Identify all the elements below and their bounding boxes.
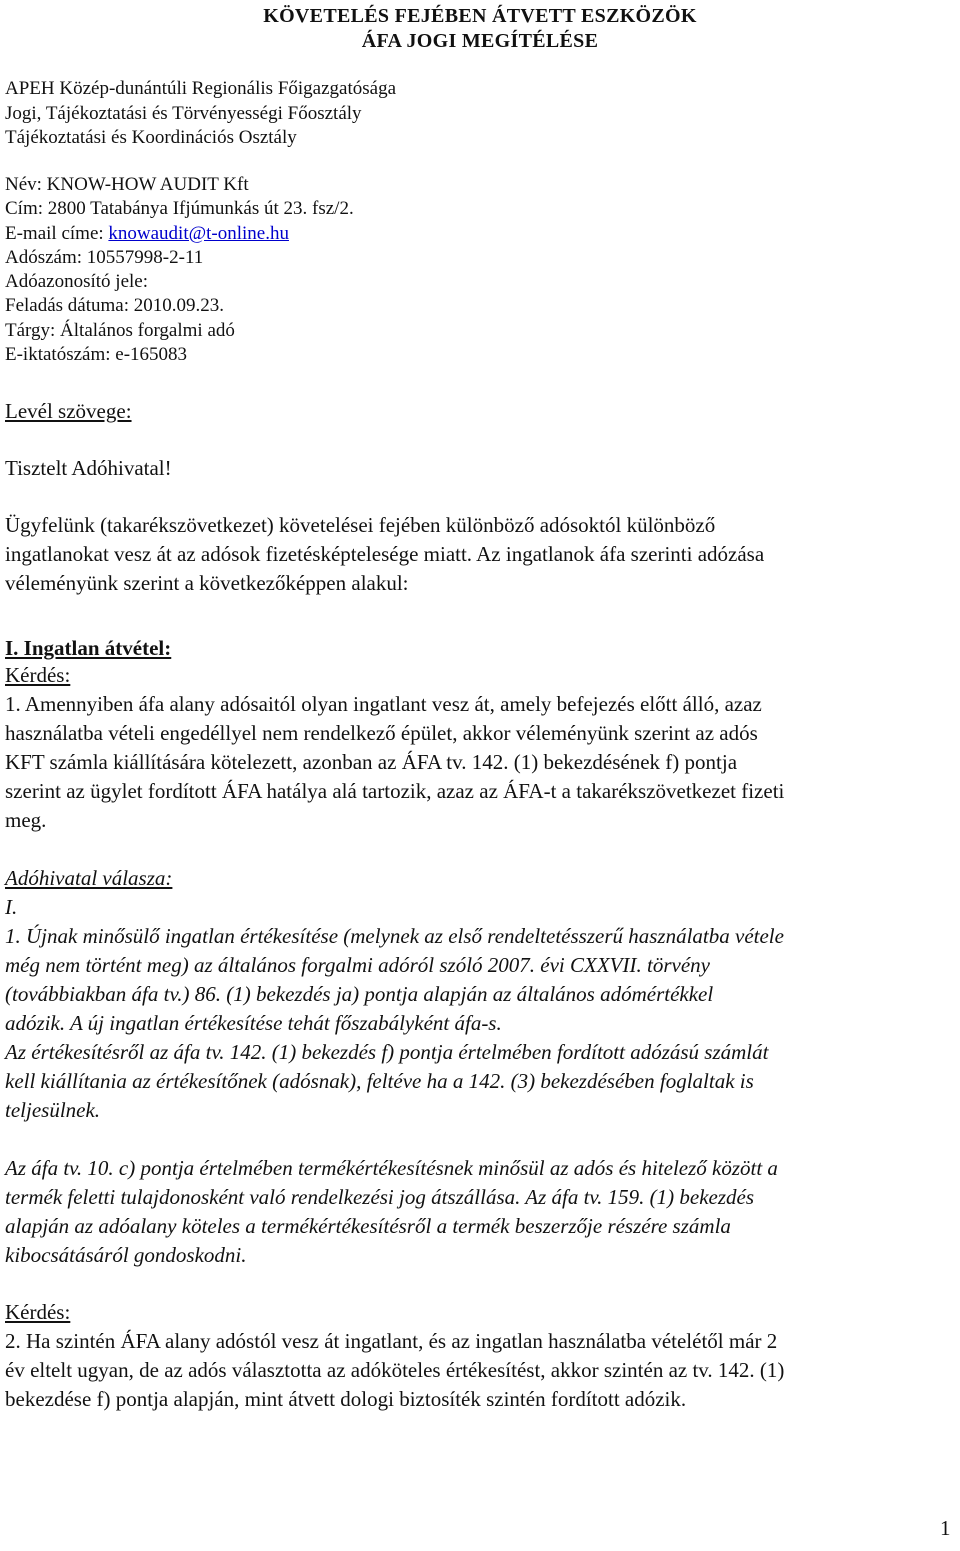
paragraph-line: bekezdése f) pontja alapján, mint átvett dologi biztosíték szintén fordított adózik.: [5, 1387, 687, 1411]
paragraph-line: alapján az adóalany köteles a termékértékesítésről a termék beszerzője részére számla: [5, 1214, 731, 1238]
question-2-block: [5, 1298, 955, 1414]
title-line-2: ÁFA JOGI MEGÍTÉLÉSE: [361, 30, 599, 52]
sender-name: Név: KNOW-HOW AUDIT Kft: [5, 174, 249, 195]
subject: Tárgy: Általános forgalmi adó: [5, 319, 235, 341]
paragraph-line: termék feletti tulajdonosként való rendelkezési jog átszállása. Az áfa tv. 159. (1) bekezdés: [5, 1185, 755, 1209]
tax-id: Adóazonosító jele:: [5, 271, 148, 293]
paragraph-line: ingatlanokat vesz át az adósok fizetésképtelesége miatt. Az ingatlanok áfa szerinti adózása: [5, 542, 765, 566]
letter-greeting: Tisztelt Adóhivatal!: [5, 456, 172, 480]
paragraph-line: KFT számla kiállítására kötelezett, azonban az ÁFA tv. 142. (1) bekezdésének f) pontja: [5, 750, 738, 774]
paragraph-line: szerint az ügylet fordított ÁFA hatálya alá tartozik, azaz az ÁFA-t a takarékszövetkezet fizeti: [5, 779, 785, 803]
tax-number: Adószám: 10557998-2-11: [5, 246, 204, 268]
paragraph-line: adózik. A új ingatlan értékesítése tehát főszabályként áfa-s.: [5, 1011, 502, 1035]
email-label: E-mail címe:: [5, 222, 109, 244]
paragraph-line: Az értékesítésről az áfa tv. 142. (1) bekezdés f) pontja értelmében fordított adózású számlát: [5, 1040, 769, 1064]
answer-label: Adóhivatal válasza:: [5, 866, 173, 890]
question-1-block: [5, 661, 955, 835]
sender-info-block: [5, 173, 354, 367]
paragraph-line: meg.: [5, 808, 47, 832]
title-line-1: KÖVETELÉS FEJÉBEN ÁTVETT ESZKÖZÖK: [263, 5, 697, 27]
paragraph-line: (továbbiakban áfa tv.) 86. (1) bekezdés ja) pontja alapján az általános adómértékkel: [5, 982, 714, 1006]
answer-block: [5, 864, 955, 1125]
answer-number: I.: [5, 895, 18, 919]
org-line: Jogi, Tájékoztatási és Törvényességi Főosztály: [5, 102, 362, 124]
organization-block: [5, 77, 396, 151]
paragraph-line: év eltelt ugyan, de az adós választotta az adóköteles értékesítést, akkor szintén az tv. 142. (1): [5, 1358, 785, 1382]
intro-paragraph: [5, 511, 955, 598]
letter-heading: Levél szövege:: [5, 399, 132, 423]
paragraph-line: 2. Ha szintén ÁFA alany adóstól vesz át ingatlant, és az ingatlan használatba vételétől már 2: [5, 1329, 778, 1353]
org-line: Tájékoztatási és Koordinációs Osztály: [5, 127, 297, 148]
sender-email-row: [5, 222, 354, 246]
paragraph-line: kell kiállítania az értékesítőnek (adósnak), feltéve ha a 142. (3) bekezdésében foglaltak is: [5, 1069, 754, 1093]
paragraph-line: 1. Újnak minősülő ingatlan értékesítése (melynek az első rendeltetésszerű használatba vétele: [5, 924, 784, 948]
paragraph-line: véleményünk szerint a következőképpen alakul:: [5, 571, 409, 595]
paragraph-line: még nem történt meg) az általános forgalmi adóról szóló 2007. évi CXXVII. törvény: [5, 953, 710, 977]
section-heading: I. Ingatlan átvétel:: [5, 636, 172, 660]
question-label: Kérdés:: [5, 663, 71, 687]
sender-address: Cím: 2800 Tatabánya Ifjúmunkás út 23. fsz/2.: [5, 198, 354, 220]
document-title: [230, 4, 730, 54]
question-label: Kérdés:: [5, 1300, 71, 1324]
sent-date: Feladás dátuma: 2010.09.23.: [5, 295, 224, 317]
paragraph-line: Az áfa tv. 10. c) pontja értelmében termékértékesítésnek minősül az adós és hitelező között a: [5, 1156, 778, 1180]
paragraph-line: Ügyfelünk (takarékszövetkezet) követelései fejében különböző adósoktól különböző: [5, 513, 716, 537]
page-number: 1: [940, 1516, 951, 1540]
paragraph-line: használatba vételi engedéllyel nem rendelkező épület, akkor véleményünk szerint az adós: [5, 721, 758, 745]
paragraph-line: teljesülnek.: [5, 1098, 101, 1122]
email-link[interactable]: knowaudit@t-online.hu: [108, 222, 289, 244]
paragraph-line: kibocsátásáról gondoskodni.: [5, 1243, 247, 1267]
answer-paragraph-2: [5, 1154, 955, 1270]
org-line: APEH Közép-dunántúli Regionális Főigazgatósága: [5, 78, 397, 99]
paragraph-line: 1. Amennyiben áfa alany adósaitól olyan ingatlant vesz át, amely befejezés előtt álló, azaz: [5, 692, 762, 716]
filing-number: E-iktatószám: e-165083: [5, 344, 188, 366]
